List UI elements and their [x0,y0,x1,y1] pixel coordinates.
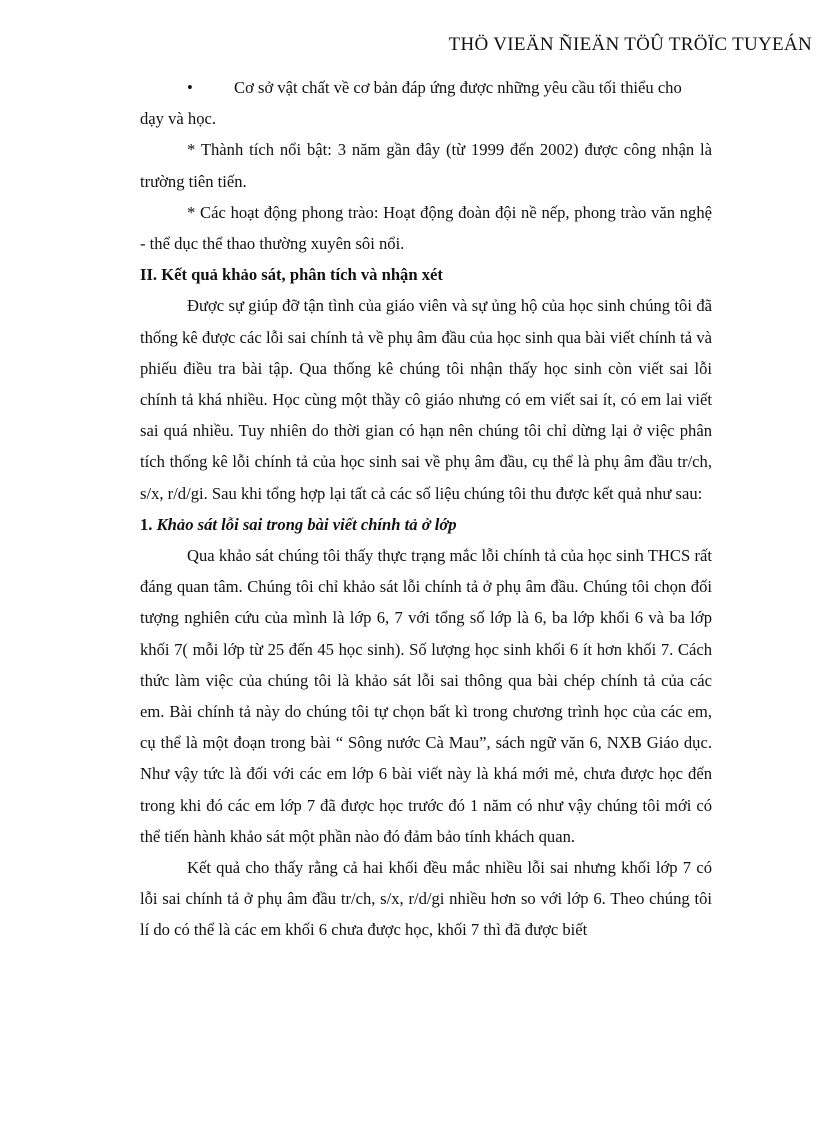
subsection-title: Khảo sát lỗi sai trong bài viết chính tả ở lớp [156,514,457,534]
bullet-text: Cơ sở vật chất về cơ bản đáp ứng được những yêu cầu tối thiểu cho [234,78,682,97]
subsection-heading [140,509,712,540]
survey-paragraph: Qua khảo sát chúng tôi thấy thực trạng mắc lỗi chính tả của học sinh THCS rất đáng quan tâm. Chúng tôi chỉ khảo sát lỗi chính tả ở phụ âm đầu. Chúng tôi chọn đối tượng nghiên cứu của mình là lớp 6, 7 với tổng số lớp là 6, ba lớp khối 6 và ba lớp khối 7( mỗi lớp từ 25 đến 45 học sinh). Số lượng học sinh khối 6 ít hơn khối 7. Cách thức làm việc của chúng tôi là khảo sát lỗi sai thông qua bài chép chính tả của các em. Bài chính tả này do chúng tôi tự chọn bất kì trong chương trình học của các em, cụ thể là một đoạn trong bài “ Sông nước Cà Mau”, sách ngữ văn 6, NXB Giáo dục. Như vậy tức là đối với các em lớp 6 bài viết này là khá mới mẻ, chưa được học đến trong khi đó các em lớp 7 đã được học trước đó 1 năm có như vậy chúng tôi mới có thể tiến hành khảo sát một phần nào đó đảm bảo tính khách quan. [140,546,712,846]
subsection-number: 1. [140,514,153,534]
document-body [140,72,712,946]
section-intro-paragraph: Được sự giúp đỡ tận tình của giáo viên và sự ủng hộ của học sinh chúng tôi đã thống kê được các lỗi sai chính tả về phụ âm đầu của học sinh qua bài viết chính tả và phiếu điều tra bài tập. Qua thống kê chúng tôi nhận thấy học sinh còn viết sai lỗi chính tả khá nhiều. Học cùng một thầy cô giáo nhưng có em viết sai ít, có em lai viết sai quá nhiều. Tuy nhiên do thời gian có hạn nên chúng tôi chỉ dừng lại ở việc phân tích thống kê lỗi chính tả của học sinh sai về phụ âm đầu, cụ thể là phụ âm đầu tr/ch, s/x, r/d/gi. Sau khi tổng hợp lại tất cả các số liệu chúng tôi thu được kết quả như sau: [140,296,712,503]
bullet-icon: • [187,78,193,97]
section-heading: II. Kết quả khảo sát, phân tích và nhận xét [140,265,443,285]
page-header: THÖ VIEÄN ÑIEÄN TÖÛ TRÖÏC TUYEÁN [448,34,812,55]
activities-paragraph: * Các hoạt động phong trào: Hoạt động đoàn đội nề nếp, phong trào văn nghệ - thể dục thể thao thường xuyên sôi nổi. [140,202,712,254]
bullet-item [140,72,712,103]
achievements-paragraph: * Thành tích nổi bật: 3 năm gần đây (từ 1999 đến 2002) được công nhận là trường tiên tiến. [140,140,712,191]
bullet-continuation: dạy và học. [140,109,217,129]
results-paragraph: Kết quả cho thấy rằng cả hai khối đều mắc nhiều lỗi sai nhưng khối lớp 7 có lỗi sai chính tả ở phụ âm đầu tr/ch, s/x, r/d/gi nhiều hơn so với lớp 6. Theo chúng tôi lí do có thể là các em khối 6 chưa được học, khối 7 thì đã được biết [140,858,712,940]
